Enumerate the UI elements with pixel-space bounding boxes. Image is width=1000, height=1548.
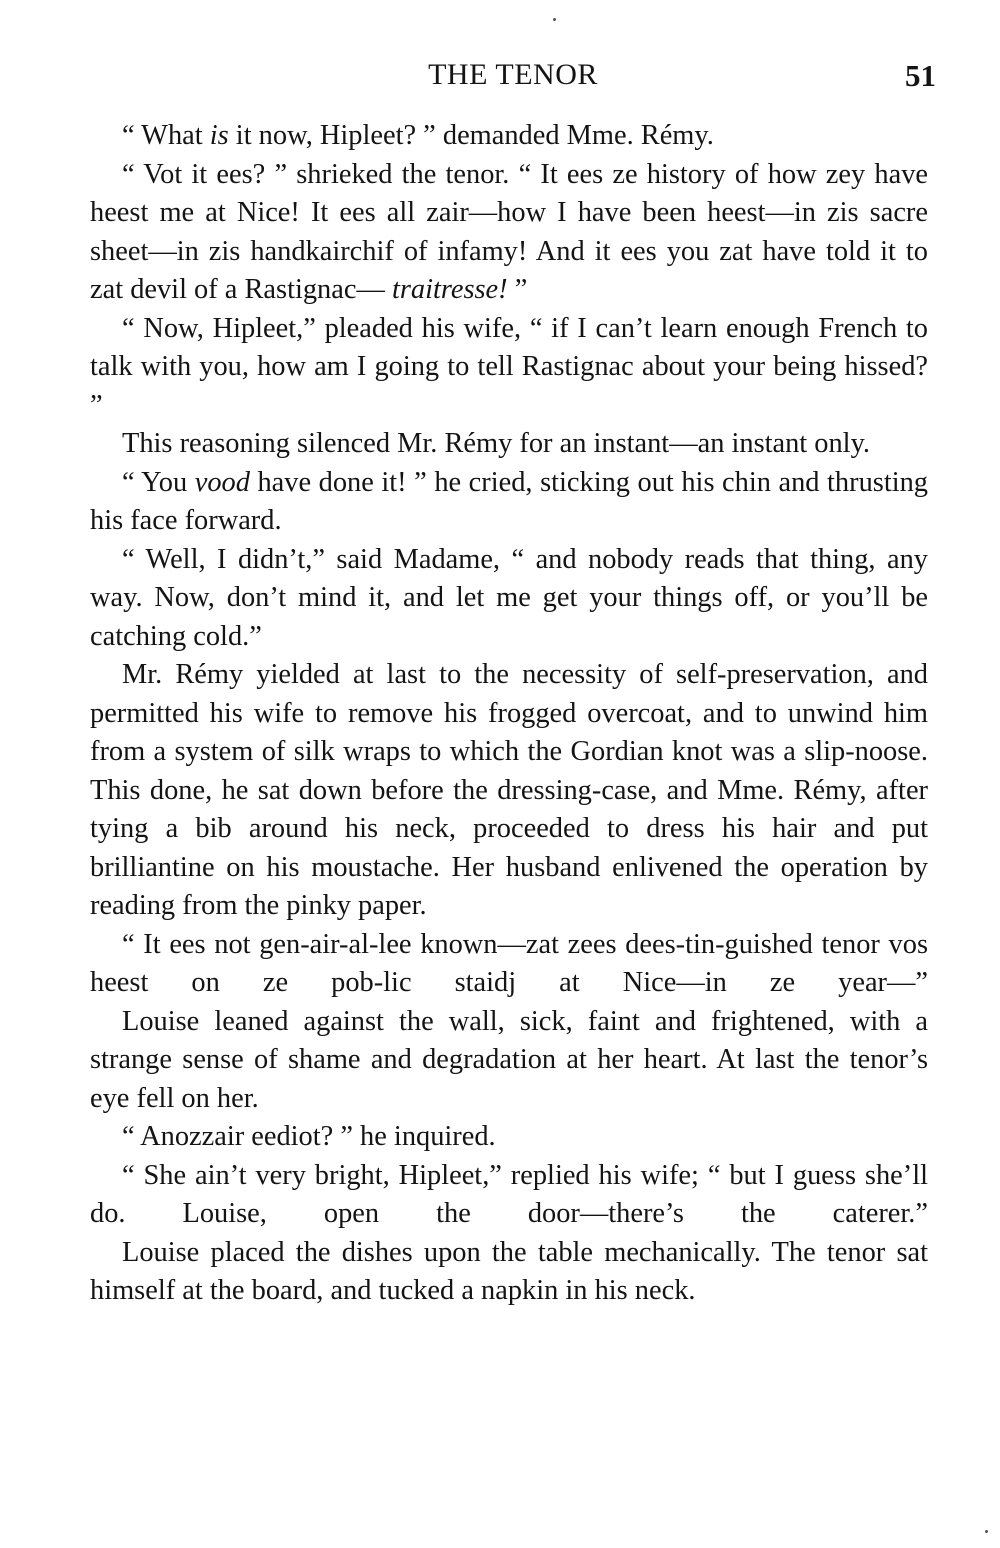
paragraph xyxy=(90,1003,928,1119)
paragraph xyxy=(90,310,928,426)
text-run: “ Well, I didn’t,” said Madame, “ and nobody reads that thing, any way. Now, don’t mind it, and let me get your things off, or you’ll be catching cold.” xyxy=(90,543,928,652)
paragraph xyxy=(90,656,928,926)
paragraph xyxy=(90,1234,928,1311)
text-run: “ Vot it ees? ” shrieked the tenor. “ It ees ze history of how zey have heest me at Nice! It ees all zair—how I have been heest—in zis sacre sheet—in zis handkairchif of infamy! And it ees you zat have told it to zat devil of a Rastignac— xyxy=(90,158,928,305)
text-run: ” xyxy=(507,274,528,305)
text-run: Louise leaned against the wall, sick, faint and frightened, with a strange sense of shame and degradation at her heart. At last the tenor’s eye fell on her. xyxy=(90,1005,928,1114)
text-run: it now, Hipleet? ” demanded Mme. Rémy. xyxy=(228,120,714,151)
paragraph xyxy=(90,117,928,156)
text-run: Mr. Rémy yielded at last to the necessity of self-preservation, and permitted his wife to remove his frogged overcoat, and to unwind him from a system of silk wraps to which the Gordian knot was a slip-noose. This done, he sat down before the dressing-case, and Mme. Rémy, after tying a bib around his neck, proceeded to dress his hair and put brilliantine on his moustache. Her husband enlivened the operation by reading from the pinky paper. xyxy=(90,659,928,921)
paragraph xyxy=(90,1118,928,1157)
italic-text: is xyxy=(209,120,229,151)
running-title: THE TENOR xyxy=(428,58,598,91)
text-run: “ What xyxy=(122,120,210,151)
italic-text: traitresse! xyxy=(391,274,508,305)
paragraph xyxy=(90,425,928,464)
paragraph xyxy=(90,541,928,657)
text-run: “ Anozzair eediot? ” he inquired. xyxy=(122,1121,496,1152)
scan-speck xyxy=(553,18,556,21)
italic-text: vood xyxy=(194,466,250,498)
text-run: “ You xyxy=(122,466,195,498)
paragraph xyxy=(90,926,928,1003)
text-run: This reasoning silenced Mr. Rémy for an instant—an instant only. xyxy=(122,428,871,459)
page-number: 51 xyxy=(905,58,936,93)
paragraph xyxy=(90,156,928,310)
scan-speck xyxy=(985,1530,988,1533)
text-run: “ It ees not gen-air-al-lee known—zat zees dees-tin-guished tenor vos heest on ze pob-lic staidj at Nice—in ze year—” xyxy=(90,928,928,998)
text-run: Louise placed the dishes upon the table mechanically. The tenor sat himself at the board, and tucked a napkin in his neck. xyxy=(90,1236,928,1306)
paragraph xyxy=(90,1157,928,1234)
paragraph xyxy=(90,464,928,541)
body-text xyxy=(90,117,928,1311)
text-run: “ Now, Hipleet,” pleaded his wife, “ if I can’t learn enough French to talk with you, how am I going to tell Rastignac about your being hissed? ” xyxy=(90,312,928,421)
text-run: “ She ain’t very bright, Hipleet,” replied his wife; “ but I guess she’ll do. Louise, open the door—there’s the caterer.” xyxy=(90,1159,928,1229)
running-head xyxy=(90,58,936,102)
text-run: have done it! ” he cried, sticking out his chin and thrusting his face forward. xyxy=(90,466,928,536)
